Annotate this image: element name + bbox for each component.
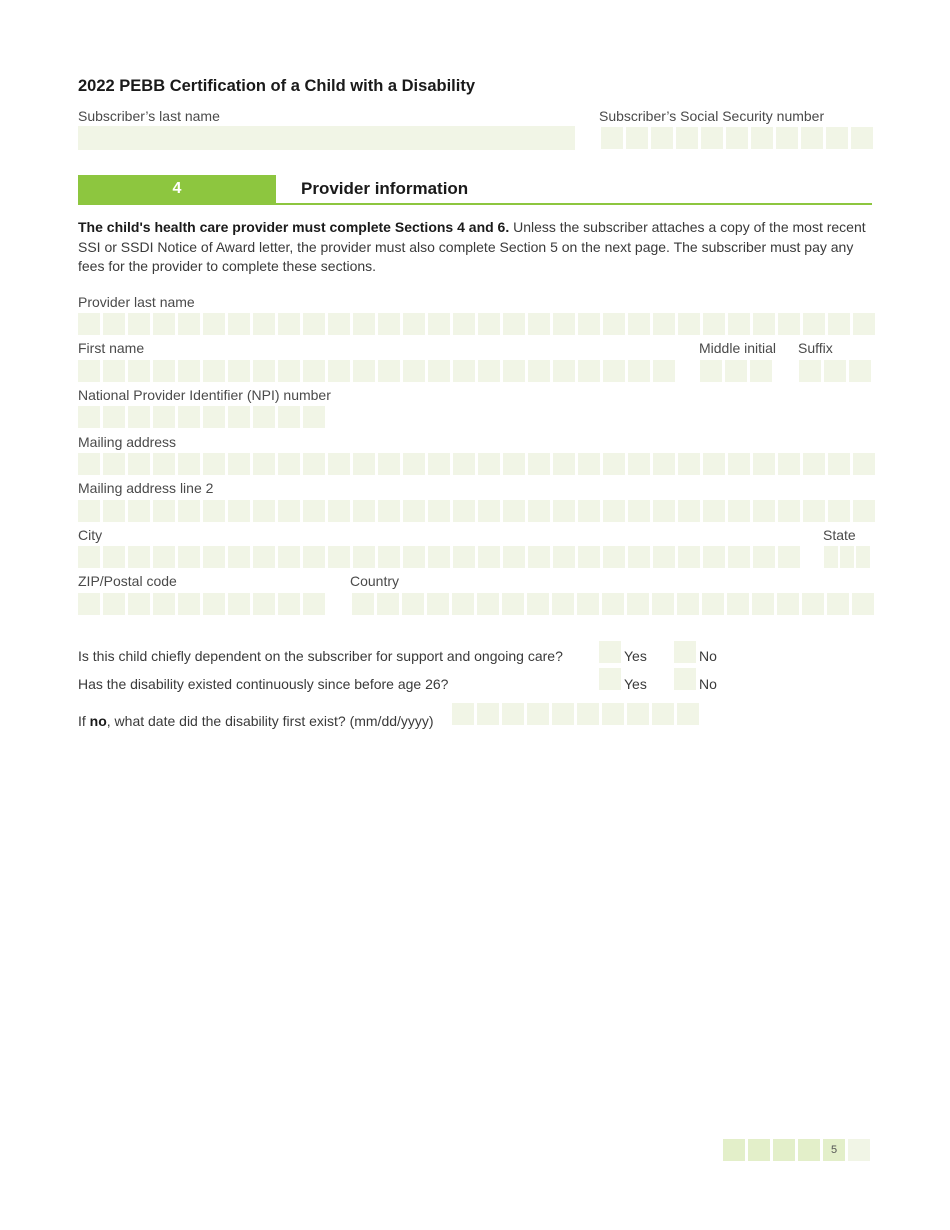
- input-cell[interactable]: [703, 546, 725, 568]
- input-cell[interactable]: [78, 500, 100, 522]
- input-cell[interactable]: [228, 313, 250, 335]
- input-cell[interactable]: [253, 593, 275, 615]
- input-cell[interactable]: [153, 593, 175, 615]
- city-label: City: [78, 527, 103, 543]
- input-cell[interactable]: [228, 360, 250, 382]
- input-cell[interactable]: [803, 500, 825, 522]
- input-cell[interactable]: [228, 500, 250, 522]
- input-cell[interactable]: [203, 313, 225, 335]
- before-26-yes-label: Yes: [624, 676, 647, 692]
- input-cell[interactable]: [728, 546, 750, 568]
- input-cell[interactable]: [253, 313, 275, 335]
- input-cell[interactable]: [403, 313, 425, 335]
- input-cell[interactable]: [303, 406, 325, 428]
- state-field[interactable]: [824, 546, 870, 568]
- zip-field[interactable]: [78, 593, 325, 615]
- input-cell[interactable]: [453, 453, 475, 475]
- input-cell[interactable]: [703, 453, 725, 475]
- input-cell[interactable]: [278, 593, 300, 615]
- input-cell[interactable]: [528, 453, 550, 475]
- input-cell[interactable]: [677, 593, 699, 615]
- input-cell[interactable]: [824, 360, 846, 382]
- input-cell[interactable]: [453, 313, 475, 335]
- subscriber-ssn-label: Subscriber’s Social Security number: [599, 108, 825, 124]
- input-cell[interactable]: [503, 453, 525, 475]
- input-cell[interactable]: [402, 593, 424, 615]
- input-cell[interactable]: [702, 593, 724, 615]
- input-cell[interactable]: [778, 313, 800, 335]
- input-cell[interactable]: [678, 313, 700, 335]
- input-cell[interactable]: [328, 500, 350, 522]
- input-cell[interactable]: [428, 500, 450, 522]
- input-cell[interactable]: [851, 127, 873, 149]
- input-cell[interactable]: [378, 546, 400, 568]
- input-cell[interactable]: [128, 546, 150, 568]
- input-cell[interactable]: [653, 546, 675, 568]
- input-cell[interactable]: [178, 313, 200, 335]
- input-cell[interactable]: [128, 360, 150, 382]
- input-cell[interactable]: [700, 360, 722, 382]
- input-cell[interactable]: [628, 500, 650, 522]
- input-cell[interactable]: [601, 127, 623, 149]
- dependent-no-label: No: [699, 648, 717, 664]
- country-label: Country: [350, 573, 400, 589]
- input-cell[interactable]: [803, 313, 825, 335]
- input-cell[interactable]: [652, 593, 674, 615]
- input-cell[interactable]: [278, 546, 300, 568]
- input-cell[interactable]: [78, 453, 100, 475]
- input-cell[interactable]: [328, 313, 350, 335]
- input-cell[interactable]: [103, 313, 125, 335]
- input-cell[interactable]: [578, 546, 600, 568]
- input-cell[interactable]: [353, 500, 375, 522]
- input-cell[interactable]: [103, 360, 125, 382]
- input-cell[interactable]: [303, 313, 325, 335]
- input-cell[interactable]: [353, 360, 375, 382]
- input-cell[interactable]: [403, 500, 425, 522]
- subscriber-ssn-field[interactable]: [601, 127, 873, 149]
- input-cell[interactable]: [852, 593, 874, 615]
- page-number: 5: [823, 1139, 845, 1161]
- input-cell[interactable]: [203, 453, 225, 475]
- input-cell[interactable]: [153, 406, 175, 428]
- input-cell[interactable]: [653, 453, 675, 475]
- input-cell[interactable]: [178, 453, 200, 475]
- input-cell[interactable]: [203, 593, 225, 615]
- input-cell[interactable]: [253, 546, 275, 568]
- date-prefix: If: [78, 713, 90, 729]
- input-cell[interactable]: [78, 406, 100, 428]
- section-divider: [78, 203, 872, 205]
- input-cell[interactable]: [727, 593, 749, 615]
- input-cell[interactable]: [628, 453, 650, 475]
- input-cell[interactable]: [853, 313, 875, 335]
- input-cell[interactable]: [678, 500, 700, 522]
- input-cell[interactable]: [303, 453, 325, 475]
- input-cell[interactable]: [651, 127, 673, 149]
- input-cell[interactable]: [203, 360, 225, 382]
- npi-field[interactable]: [78, 406, 325, 428]
- input-cell[interactable]: [753, 546, 775, 568]
- input-cell[interactable]: [253, 360, 275, 382]
- input-cell[interactable]: [328, 453, 350, 475]
- input-cell[interactable]: [678, 453, 700, 475]
- date-suffix: , what date did the disability first exist? (mm/dd/yyyy): [106, 713, 434, 729]
- input-cell[interactable]: [428, 313, 450, 335]
- input-cell[interactable]: [503, 500, 525, 522]
- input-cell[interactable]: [750, 360, 772, 382]
- input-cell[interactable]: [553, 360, 575, 382]
- state-cell[interactable]: [856, 546, 870, 568]
- input-cell[interactable]: [578, 360, 600, 382]
- input-cell[interactable]: [378, 453, 400, 475]
- subscriber-last-name-field[interactable]: [78, 126, 575, 150]
- input-cell[interactable]: [477, 593, 499, 615]
- input-cell[interactable]: [503, 546, 525, 568]
- input-cell[interactable]: [403, 453, 425, 475]
- input-cell[interactable]: [378, 500, 400, 522]
- input-cell[interactable]: [78, 360, 100, 382]
- input-cell[interactable]: [278, 360, 300, 382]
- before-26-no-label: No: [699, 676, 717, 692]
- input-cell[interactable]: [478, 360, 500, 382]
- input-cell[interactable]: [603, 313, 625, 335]
- input-cell[interactable]: [103, 593, 125, 615]
- input-cell[interactable]: [602, 593, 624, 615]
- input-cell[interactable]: [577, 703, 599, 725]
- state-cell[interactable]: [840, 546, 854, 568]
- input-cell[interactable]: [502, 703, 524, 725]
- input-cell[interactable]: [603, 546, 625, 568]
- input-cell[interactable]: [627, 703, 649, 725]
- input-cell[interactable]: [701, 127, 723, 149]
- input-cell[interactable]: [703, 500, 725, 522]
- input-cell[interactable]: [726, 127, 748, 149]
- input-cell[interactable]: [328, 546, 350, 568]
- input-cell[interactable]: [228, 406, 250, 428]
- input-cell[interactable]: [477, 703, 499, 725]
- input-cell[interactable]: [378, 313, 400, 335]
- input-cell[interactable]: [553, 453, 575, 475]
- input-cell[interactable]: [427, 593, 449, 615]
- input-cell[interactable]: [128, 313, 150, 335]
- input-cell[interactable]: [578, 500, 600, 522]
- input-cell[interactable]: [153, 313, 175, 335]
- input-cell[interactable]: [853, 500, 875, 522]
- input-cell[interactable]: [253, 453, 275, 475]
- suffix-field[interactable]: [799, 360, 871, 382]
- input-cell[interactable]: [178, 500, 200, 522]
- input-cell[interactable]: [303, 546, 325, 568]
- page-marker-block: [773, 1139, 795, 1161]
- npi-label: National Provider Identifier (NPI) number: [78, 387, 331, 403]
- state-cell[interactable]: [824, 546, 838, 568]
- dependent-yes-checkbox[interactable]: [599, 641, 621, 663]
- input-cell[interactable]: [652, 703, 674, 725]
- input-cell[interactable]: [103, 406, 125, 428]
- input-cell[interactable]: [626, 127, 648, 149]
- input-cell[interactable]: [602, 703, 624, 725]
- input-cell[interactable]: [677, 703, 699, 725]
- input-cell[interactable]: [78, 593, 100, 615]
- middle-initial-label: Middle initial: [699, 340, 777, 356]
- input-cell[interactable]: [228, 593, 250, 615]
- subscriber-last-name-label: Subscriber’s last name: [78, 108, 220, 124]
- input-cell[interactable]: [278, 500, 300, 522]
- input-cell[interactable]: [403, 360, 425, 382]
- input-cell[interactable]: [826, 127, 848, 149]
- input-cell[interactable]: [452, 703, 474, 725]
- input-cell[interactable]: [527, 593, 549, 615]
- input-cell[interactable]: [203, 500, 225, 522]
- before-26-no-checkbox[interactable]: [674, 668, 696, 690]
- input-cell[interactable]: [527, 703, 549, 725]
- input-cell[interactable]: [228, 546, 250, 568]
- input-cell[interactable]: [478, 313, 500, 335]
- input-cell[interactable]: [678, 546, 700, 568]
- page-marker-block: [848, 1139, 870, 1161]
- first-name-label: First name: [78, 340, 145, 356]
- input-cell[interactable]: [799, 360, 821, 382]
- input-cell[interactable]: [453, 500, 475, 522]
- input-cell[interactable]: [653, 313, 675, 335]
- input-cell[interactable]: [178, 360, 200, 382]
- input-cell[interactable]: [578, 453, 600, 475]
- dependent-no-checkbox[interactable]: [674, 641, 696, 663]
- middle-initial-field[interactable]: [700, 360, 772, 382]
- before-26-question: Has the disability existed continuously since before age 26?: [78, 676, 449, 692]
- input-cell[interactable]: [128, 406, 150, 428]
- input-cell[interactable]: [603, 453, 625, 475]
- input-cell[interactable]: [203, 406, 225, 428]
- instructions-text: Unless the subscriber attaches a copy of the most recent SSI or SSDI Notice of Award letter, the provider must also complete Section 5 on the next page. The subscriber must pay any fees for the provider to complete these sections.: [78, 219, 866, 274]
- input-cell[interactable]: [128, 453, 150, 475]
- form-title: 2022 PEBB Certification of a Child with a Disability: [78, 77, 475, 95]
- page-marker-block: [798, 1139, 820, 1161]
- input-cell[interactable]: [528, 500, 550, 522]
- input-cell[interactable]: [178, 546, 200, 568]
- input-cell[interactable]: [128, 593, 150, 615]
- city-field[interactable]: [78, 546, 800, 568]
- mailing-address-label: Mailing address: [78, 434, 177, 450]
- input-cell[interactable]: [178, 593, 200, 615]
- disability-date-field[interactable]: [452, 703, 699, 725]
- input-cell[interactable]: [78, 313, 100, 335]
- input-cell[interactable]: [778, 453, 800, 475]
- input-cell[interactable]: [778, 500, 800, 522]
- input-cell[interactable]: [553, 313, 575, 335]
- input-cell[interactable]: [203, 546, 225, 568]
- page-marker-block: [748, 1139, 770, 1161]
- input-cell[interactable]: [628, 546, 650, 568]
- input-cell[interactable]: [303, 360, 325, 382]
- input-cell[interactable]: [128, 500, 150, 522]
- input-cell[interactable]: [153, 500, 175, 522]
- input-cell[interactable]: [328, 360, 350, 382]
- input-cell[interactable]: [728, 313, 750, 335]
- input-cell[interactable]: [503, 360, 525, 382]
- input-cell[interactable]: [253, 500, 275, 522]
- input-cell[interactable]: [303, 500, 325, 522]
- input-cell[interactable]: [628, 313, 650, 335]
- input-cell[interactable]: [353, 313, 375, 335]
- input-cell[interactable]: [577, 593, 599, 615]
- input-cell[interactable]: [103, 453, 125, 475]
- input-cell[interactable]: [778, 546, 800, 568]
- instructions-bold: The child's health care provider must complete Sections 4 and 6.: [78, 219, 510, 235]
- input-cell[interactable]: [278, 406, 300, 428]
- input-cell[interactable]: [153, 453, 175, 475]
- input-cell[interactable]: [801, 127, 823, 149]
- mailing-address-2-label: Mailing address line 2: [78, 480, 214, 496]
- input-cell[interactable]: [828, 313, 850, 335]
- section-title: Provider information: [301, 179, 469, 198]
- input-cell[interactable]: [528, 546, 550, 568]
- state-label: State: [823, 527, 856, 543]
- input-cell[interactable]: [753, 500, 775, 522]
- page-number-strip: [723, 1139, 870, 1161]
- input-cell[interactable]: [503, 313, 525, 335]
- input-cell[interactable]: [103, 546, 125, 568]
- input-cell[interactable]: [552, 593, 574, 615]
- input-cell[interactable]: [827, 593, 849, 615]
- dependent-yes-label: Yes: [624, 648, 647, 664]
- input-cell[interactable]: [352, 593, 374, 615]
- input-cell[interactable]: [228, 453, 250, 475]
- input-cell[interactable]: [776, 127, 798, 149]
- input-cell[interactable]: [353, 453, 375, 475]
- input-cell[interactable]: [528, 313, 550, 335]
- date-bold: no: [89, 713, 107, 729]
- input-cell[interactable]: [653, 360, 675, 382]
- input-cell[interactable]: [478, 500, 500, 522]
- input-cell[interactable]: [751, 127, 773, 149]
- input-cell[interactable]: [377, 593, 399, 615]
- country-field[interactable]: [352, 593, 874, 615]
- input-cell[interactable]: [103, 500, 125, 522]
- input-cell[interactable]: [378, 360, 400, 382]
- input-cell[interactable]: [628, 360, 650, 382]
- zip-label: ZIP/Postal code: [78, 573, 177, 589]
- input-cell[interactable]: [552, 703, 574, 725]
- input-cell[interactable]: [578, 313, 600, 335]
- input-cell[interactable]: [153, 360, 175, 382]
- mailing-address-field[interactable]: [78, 453, 875, 475]
- input-cell[interactable]: [653, 500, 675, 522]
- input-cell[interactable]: [703, 313, 725, 335]
- input-cell[interactable]: [453, 360, 475, 382]
- input-cell[interactable]: [752, 593, 774, 615]
- input-cell[interactable]: [78, 546, 100, 568]
- input-cell[interactable]: [478, 546, 500, 568]
- input-cell[interactable]: [603, 500, 625, 522]
- input-cell[interactable]: [553, 546, 575, 568]
- input-cell[interactable]: [502, 593, 524, 615]
- input-cell[interactable]: [803, 453, 825, 475]
- input-cell[interactable]: [428, 546, 450, 568]
- input-cell[interactable]: [303, 593, 325, 615]
- section-number: 4: [78, 175, 276, 203]
- input-cell[interactable]: [278, 313, 300, 335]
- provider-last-name-field[interactable]: [78, 313, 875, 335]
- input-cell[interactable]: [403, 546, 425, 568]
- input-cell[interactable]: [553, 500, 575, 522]
- input-cell[interactable]: [849, 360, 871, 382]
- input-cell[interactable]: [828, 453, 850, 475]
- input-cell[interactable]: [725, 360, 747, 382]
- first-name-field[interactable]: [78, 360, 675, 382]
- input-cell[interactable]: [452, 593, 474, 615]
- input-cell[interactable]: [753, 453, 775, 475]
- input-cell[interactable]: [676, 127, 698, 149]
- input-cell[interactable]: [178, 406, 200, 428]
- input-cell[interactable]: [777, 593, 799, 615]
- disability-date-question: [78, 713, 434, 729]
- input-cell[interactable]: [428, 453, 450, 475]
- input-cell[interactable]: [478, 453, 500, 475]
- suffix-label: Suffix: [798, 340, 833, 356]
- input-cell[interactable]: [853, 453, 875, 475]
- input-cell[interactable]: [428, 360, 450, 382]
- section-instructions: [78, 218, 872, 277]
- input-cell[interactable]: [153, 546, 175, 568]
- provider-last-name-label: Provider last name: [78, 294, 195, 310]
- page-marker-block: [723, 1139, 745, 1161]
- input-cell[interactable]: [802, 593, 824, 615]
- input-cell[interactable]: [353, 546, 375, 568]
- input-cell[interactable]: [528, 360, 550, 382]
- input-cell[interactable]: [728, 453, 750, 475]
- before-26-yes-checkbox[interactable]: [599, 668, 621, 690]
- dependent-question: Is this child chiefly dependent on the subscriber for support and ongoing care?: [78, 648, 563, 664]
- input-cell[interactable]: [278, 453, 300, 475]
- input-cell[interactable]: [828, 500, 850, 522]
- input-cell[interactable]: [728, 500, 750, 522]
- input-cell[interactable]: [627, 593, 649, 615]
- input-cell[interactable]: [453, 546, 475, 568]
- input-cell[interactable]: [253, 406, 275, 428]
- input-cell[interactable]: [603, 360, 625, 382]
- input-cell[interactable]: [753, 313, 775, 335]
- mailing-address-2-field[interactable]: [78, 500, 875, 522]
